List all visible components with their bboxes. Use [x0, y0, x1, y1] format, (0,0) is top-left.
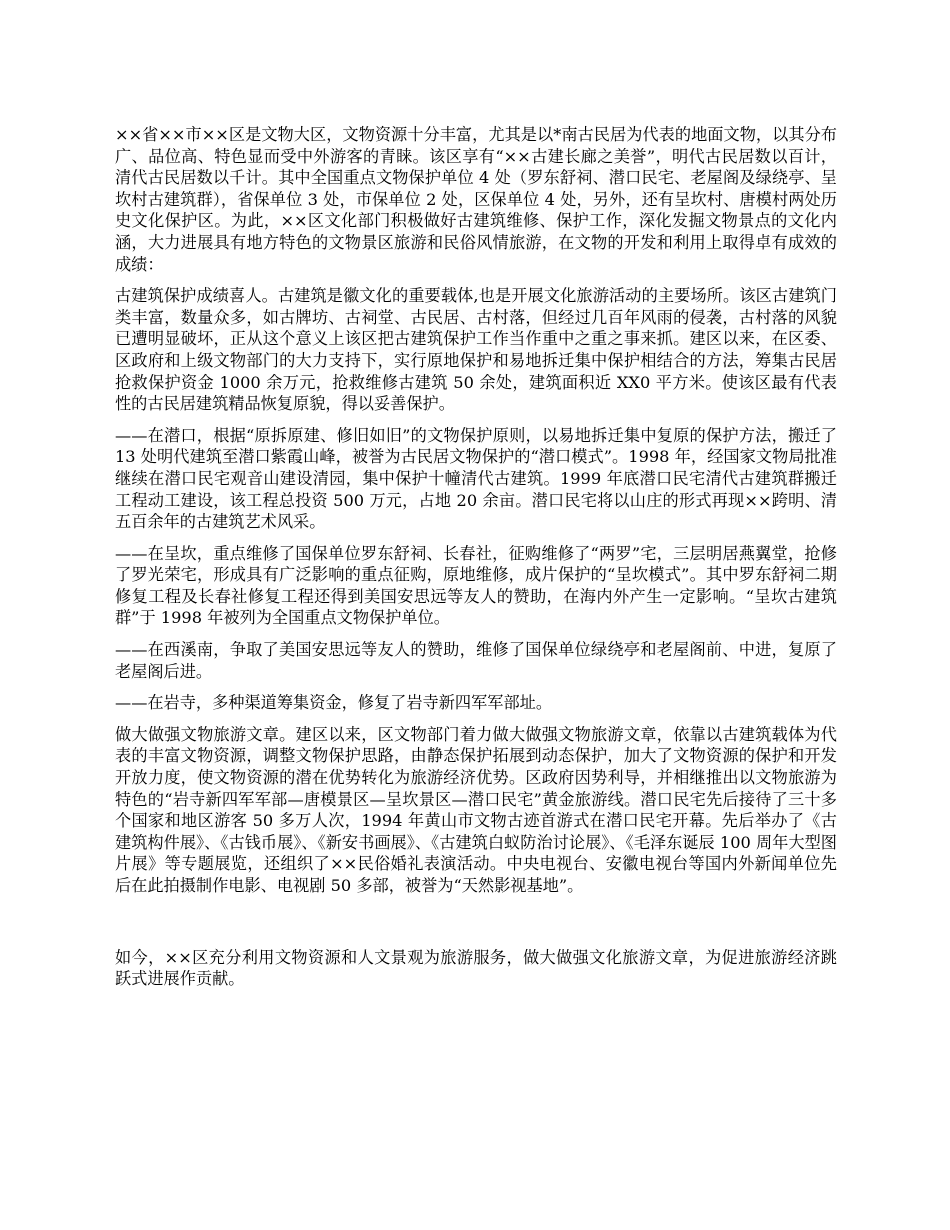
paragraph-qiankou: ——在潜口，根据“原拆原建、修旧如旧”的文物保护原则，以易地拆迁集中复原的保护方法，搬迁了 13 处明代建筑至潜口紫霞山峰，被誉为古民居文物保护的“潜口模式”。1998 年，经国家文物局批准继续在潜口民宅观音山建设清园，集中保护十幢清代古建筑。1999 年底潜口民宅清代古建筑群搬迁工程动工建设，该工程总投资 500 万元，占地 20 余亩。潜口民宅将以山庄的形式再现××跨明、清五百余年的古建筑艺术风采。 [115, 425, 837, 532]
paragraph-intro: ××省××市××区是文物大区，文物资源十分丰富，尤其是以*南古民居为代表的地面文物，以其分布广、品位高、特色显而受中外游客的青睐。该区享有“××古建长廊之美誉”，明代古民居数以百计，清代古民居数以千计。其中全国重点文物保护单位 4 处（罗东舒祠、潜口民宅、老屋阁及绿绕亭、呈坎村古建筑群），省保单位 3 处，市保单位 2 处，区保单位 4 处，另外，还有呈坎村、唐模村两处历史文化保护区。为此，××区文化部门积极做好古建筑维修、保护工作，深化发掘文物景点的文化内涵，大力进展具有地方特色的文物景区旅游和民俗风情旅游，在文物的开发和利用上取得卓有成效的成绩： [115, 125, 837, 274]
paragraph-xixinan: ——在西溪南，争取了美国安思远等友人的赞助，维修了国保单位绿绕亭和老屋阁前、中进，复原了老屋阁后进。 [115, 640, 837, 681]
paragraph-cultural-tourism: 做大做强文物旅游文章。建区以来，区文物部门着力做大做强文物旅游文章，依靠以古建筑载体为代表的丰富文物资源，调整文物保护思路，由静态保护拓展到动态保护，加大了文物资源的保护和开发开放力度，使文物资源的潜在优势转化为旅游经济优势。区政府因势利导，并相继推出以文物旅游为特色的“岩寺新四军军部—唐模景区—呈坎景区—潜口民宅”黄金旅游线。潜口民宅先后接待了三十多个国家和地区游客 50 多万人次，1994 年黄山市文物古迹首游式在潜口民宅开幕。先后举办了《古建筑构件展》、《古钱币展》、《新安书画展》、《古建筑白蚁防治讨论展》、《毛泽东诞辰 100 周年大型图片展》等专题展览，还组织了××民俗婚礼表演活动。中央电视台、安徽电视台等国内外新闻单位先后在此拍摄制作电影、电视剧 50 多部，被誉为“天然影视基地”。 [115, 724, 837, 895]
paragraph-chengkan: ——在呈坎，重点维修了国保单位罗东舒祠、长春社，征购维修了“两罗”宅，三层明居燕翼堂，抢修了罗光荣宅，形成具有广泛影响的重点征购，原地维修，成片保护的“呈坎模式”。其中罗东舒祠二期修复工程及长春社修复工程还得到美国安思远等友人的赞助，在海内外产生一定影响。“呈坎古建筑群”于 1998 年被列为全国重点文物保护单位。 [115, 543, 837, 628]
paragraph-conclusion: 如今，××区充分利用文物资源和人文景观为旅游服务，做大做强文化旅游文章，为促进旅游经济跳跃式进展作贡献。 [115, 947, 837, 989]
paragraph-yansi: ——在岩寺，多种渠道筹集资金，修复了岩寺新四军军部址。 [115, 693, 553, 713]
paragraph-ancient-building-protection: 古建筑保护成绩喜人。古建筑是徽文化的重要载体,也是开展文化旅游活动的主要场所。该区古建筑门类丰富，数量众多，如古牌坊、古祠堂、古民居、古村落，但经过几百年风雨的侵袭，古村落的风貌已遭明显破坏，正从这个意义上该区把古建筑保护工作当作重中之重之事来抓。建区以来，在区委、区政府和上级文物部门的大力支持下，实行原地保护和易地拆迁集中保护相结合的方法，筹集古民居抢救保护资金 1000 余万元，抢救维修古建筑 50 余处，建筑面积近 XX0 平方米。使该区最有代表性的古民居建筑精品恢复原貌，得以妥善保护。 [115, 286, 837, 414]
document-body [115, 124, 837, 1000]
